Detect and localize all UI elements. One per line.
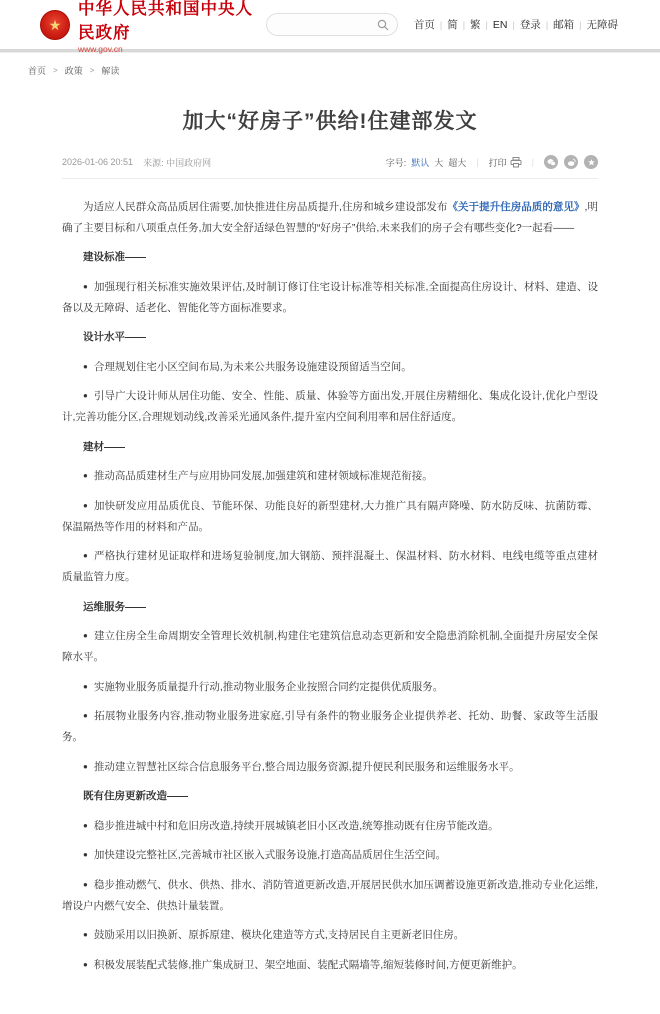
bullet-icon: ●: [83, 391, 88, 400]
bullet-item: [62, 466, 598, 487]
bullet-item: [62, 706, 598, 748]
national-emblem-icon: ★: [40, 10, 70, 40]
source-label: 来源:: [143, 157, 164, 168]
publish-datetime: 2026-01-06 20:51: [62, 157, 134, 167]
bullet-icon: ●: [83, 681, 88, 691]
text-segment: 设计水平——: [83, 331, 146, 343]
nav-traditional[interactable]: 繁: [470, 19, 481, 31]
site-header: [0, 0, 660, 54]
nav-login[interactable]: 登录: [519, 19, 541, 31]
site-title: 中华人民共和国中央人民政府: [78, 0, 253, 42]
bullet-icon: ●: [83, 879, 88, 889]
text-segment: 稳步推动燃气、供水、供热、排水、消防管道更新改造,开展居民供水加压调蓄设施更新改造,推动专业化运维,增设户内燃气安全、供热计量装置。: [62, 878, 598, 912]
section-heading: [62, 597, 598, 618]
fontsize-large-button[interactable]: 大: [434, 157, 444, 168]
print-button[interactable]: [489, 156, 522, 169]
breadcrumb-home[interactable]: 首页: [28, 66, 47, 76]
section-heading: [62, 247, 598, 268]
section-heading: [62, 786, 598, 807]
text-segment: 建立住房全生命周期安全管理长效机制,构建住宅建筑信息动态更新和安全隐患消除机制,全面提升房屋安全保障水平。: [62, 630, 598, 663]
source-value: 中国政府网: [166, 157, 212, 168]
article-paragraph: [62, 197, 598, 239]
text-segment: 加快研发应用品质优良、节能环保、功能良好的新型建材,大力推广具有隔声降噪、防水防反味、抗菌防霉、保温隔热等作用的材料和产品。: [62, 499, 598, 533]
bullet-icon: ●: [83, 281, 88, 291]
bullet-icon: ●: [83, 930, 88, 939]
nav-divider: |: [545, 19, 549, 30]
section-heading: [62, 327, 598, 348]
bullet-item: [62, 386, 598, 428]
breadcrumb-current: 解读: [101, 66, 120, 76]
bullet-item: [62, 546, 598, 588]
nav-divider: |: [462, 19, 466, 30]
breadcrumb-policy[interactable]: 政策: [64, 66, 83, 76]
bullet-icon: ●: [83, 361, 88, 371]
article-body: [62, 179, 598, 1014]
section-heading: [62, 437, 598, 458]
site-url: www.gov.cn: [78, 44, 123, 54]
bullet-item: [62, 955, 598, 976]
fontsize-xlarge-button[interactable]: 超大: [448, 157, 467, 168]
article-meta-left: [62, 156, 211, 169]
article-title: 加大“好房子”供给!住建部发文: [182, 110, 478, 133]
policy-document-link[interactable]: 《关于提升住房品质的意见》: [447, 200, 585, 213]
bullet-item: [62, 277, 598, 319]
bullet-item: [62, 496, 598, 538]
text-segment: 加强现行相关标准实施效果评估,及时制订修订住宅设计标准等相关标准,全面提高住房设计、材料、建造、设备以及无障碍、适老化、智能化等方面标准要求。: [62, 280, 598, 314]
breadcrumb: [0, 53, 660, 81]
text-segment: 推动建立智慧社区综合信息服务平台,整合周边服务资源,提升便民利民服务和运维服务水平。: [93, 760, 520, 773]
article-meta-row: [62, 155, 598, 179]
text-segment: 建设标准——: [83, 251, 146, 263]
printer-icon: [510, 157, 522, 168]
bullet-item: [62, 845, 598, 866]
text-segment: 为适应人民群众高品质居住需要,加快推进住房品质提升,住房和城乡建设部发布: [83, 200, 448, 213]
nav-mail[interactable]: 邮箱: [553, 19, 575, 31]
text-segment: 实施物业服务质量提升行动,推动物业服务企业按照合同约定提供优质服务。: [93, 680, 444, 693]
nav-divider: |: [512, 19, 515, 30]
fontsize-default-button[interactable]: 默认: [411, 157, 430, 168]
text-segment: 引导广大设计师从居住功能、安全、性能、质量、体验等方面出发,开展住房精细化、集成化设计,优化户型设计,完善功能分区,合理规划动线,改善采光通风条件,提升室内空间利用率和居住舒适度。: [62, 390, 598, 423]
bullet-item: [62, 626, 598, 668]
bullet-item: [62, 757, 598, 778]
text-segment: 既有住房更新改造——: [83, 790, 188, 802]
bullet-icon: ●: [83, 500, 88, 510]
text-segment: 运维服务——: [83, 600, 146, 613]
meta-divider: |: [531, 157, 534, 167]
more-share-icon[interactable]: [584, 155, 598, 169]
text-segment: 稳步推进城中村和危旧房改造,持续开展城镇老旧小区改造,统筹推动既有住房节能改造。: [93, 819, 499, 832]
top-nav: [410, 17, 622, 32]
wechat-share-icon[interactable]: [544, 155, 558, 169]
article: [0, 105, 660, 1014]
text-segment: 推动高品质建材生产与应用协同发展,加强建筑和建材领域标准规范衔接。: [93, 470, 433, 482]
nav-divider: |: [485, 19, 488, 30]
bullet-icon: ●: [83, 551, 88, 560]
bullet-icon: ●: [83, 631, 88, 640]
nav-accessibility[interactable]: 无障碍: [586, 19, 618, 31]
bullet-item: [62, 816, 598, 837]
nav-english[interactable]: EN: [492, 18, 508, 31]
site-logo[interactable]: [40, 0, 266, 54]
bullet-item: [62, 357, 598, 378]
text-segment: 加快建设完整社区,完善城市社区嵌入式服务设施,打造高品质居住生活空间。: [93, 849, 447, 861]
bullet-icon: ●: [83, 471, 88, 480]
text-segment: 严格执行建材见证取样和进场复验制度,加大钢筋、预拌混凝土、保温材料、防水材料、电线电缆等重点建材质量监管力度。: [62, 550, 598, 583]
bullet-item: [62, 875, 598, 917]
article-meta-right: [386, 155, 598, 169]
text-segment: 拓展物业服务内容,推动物业服务进家庭,引导有条件的物业服务企业提供养老、托幼、助餐、家政等生活服务。: [62, 710, 598, 743]
nav-home[interactable]: 首页: [413, 19, 435, 31]
text-segment: ,明确了主要目标和八项重点任务,加大安全舒适绿色智慧的“好房子”供给,未来我们的房子会有哪些变化?一起看——: [62, 200, 599, 234]
meta-divider: |: [476, 157, 479, 167]
bullet-item: [62, 925, 598, 946]
text-segment: 建材——: [83, 440, 125, 453]
bullet-icon: ●: [83, 711, 89, 720]
bullet-icon: ●: [83, 761, 88, 771]
search-icon[interactable]: [377, 19, 389, 31]
weibo-share-icon[interactable]: [564, 155, 578, 169]
search-input[interactable]: [275, 19, 377, 30]
nav-simplified[interactable]: 简: [447, 19, 458, 31]
breadcrumb-separator: >: [89, 66, 95, 75]
breadcrumb-separator: >: [53, 66, 58, 75]
text-segment: 积极发展装配式装修,推广集成厨卫、架空地面、装配式隔墙等,缩短装修时间,方便更新维护。: [93, 958, 523, 971]
bullet-icon: ●: [83, 850, 88, 859]
share-group: [544, 155, 598, 169]
text-segment: 合理规划住宅小区空间布局,为未来公共服务设施建设预留适当空间。: [93, 360, 412, 373]
fontsize-label: 字号:: [385, 157, 407, 168]
bullet-icon: ●: [83, 820, 88, 830]
print-label: 打印: [488, 157, 507, 168]
text-segment: 鼓励采用以旧换新、原拆原建、模块化建造等方式,支持居民自主更新老旧住房。: [93, 929, 465, 941]
nav-divider: |: [579, 19, 582, 30]
bullet-item: [62, 677, 598, 698]
bullet-icon: ●: [83, 959, 88, 969]
search-box[interactable]: [266, 13, 398, 36]
nav-divider: |: [439, 19, 443, 30]
